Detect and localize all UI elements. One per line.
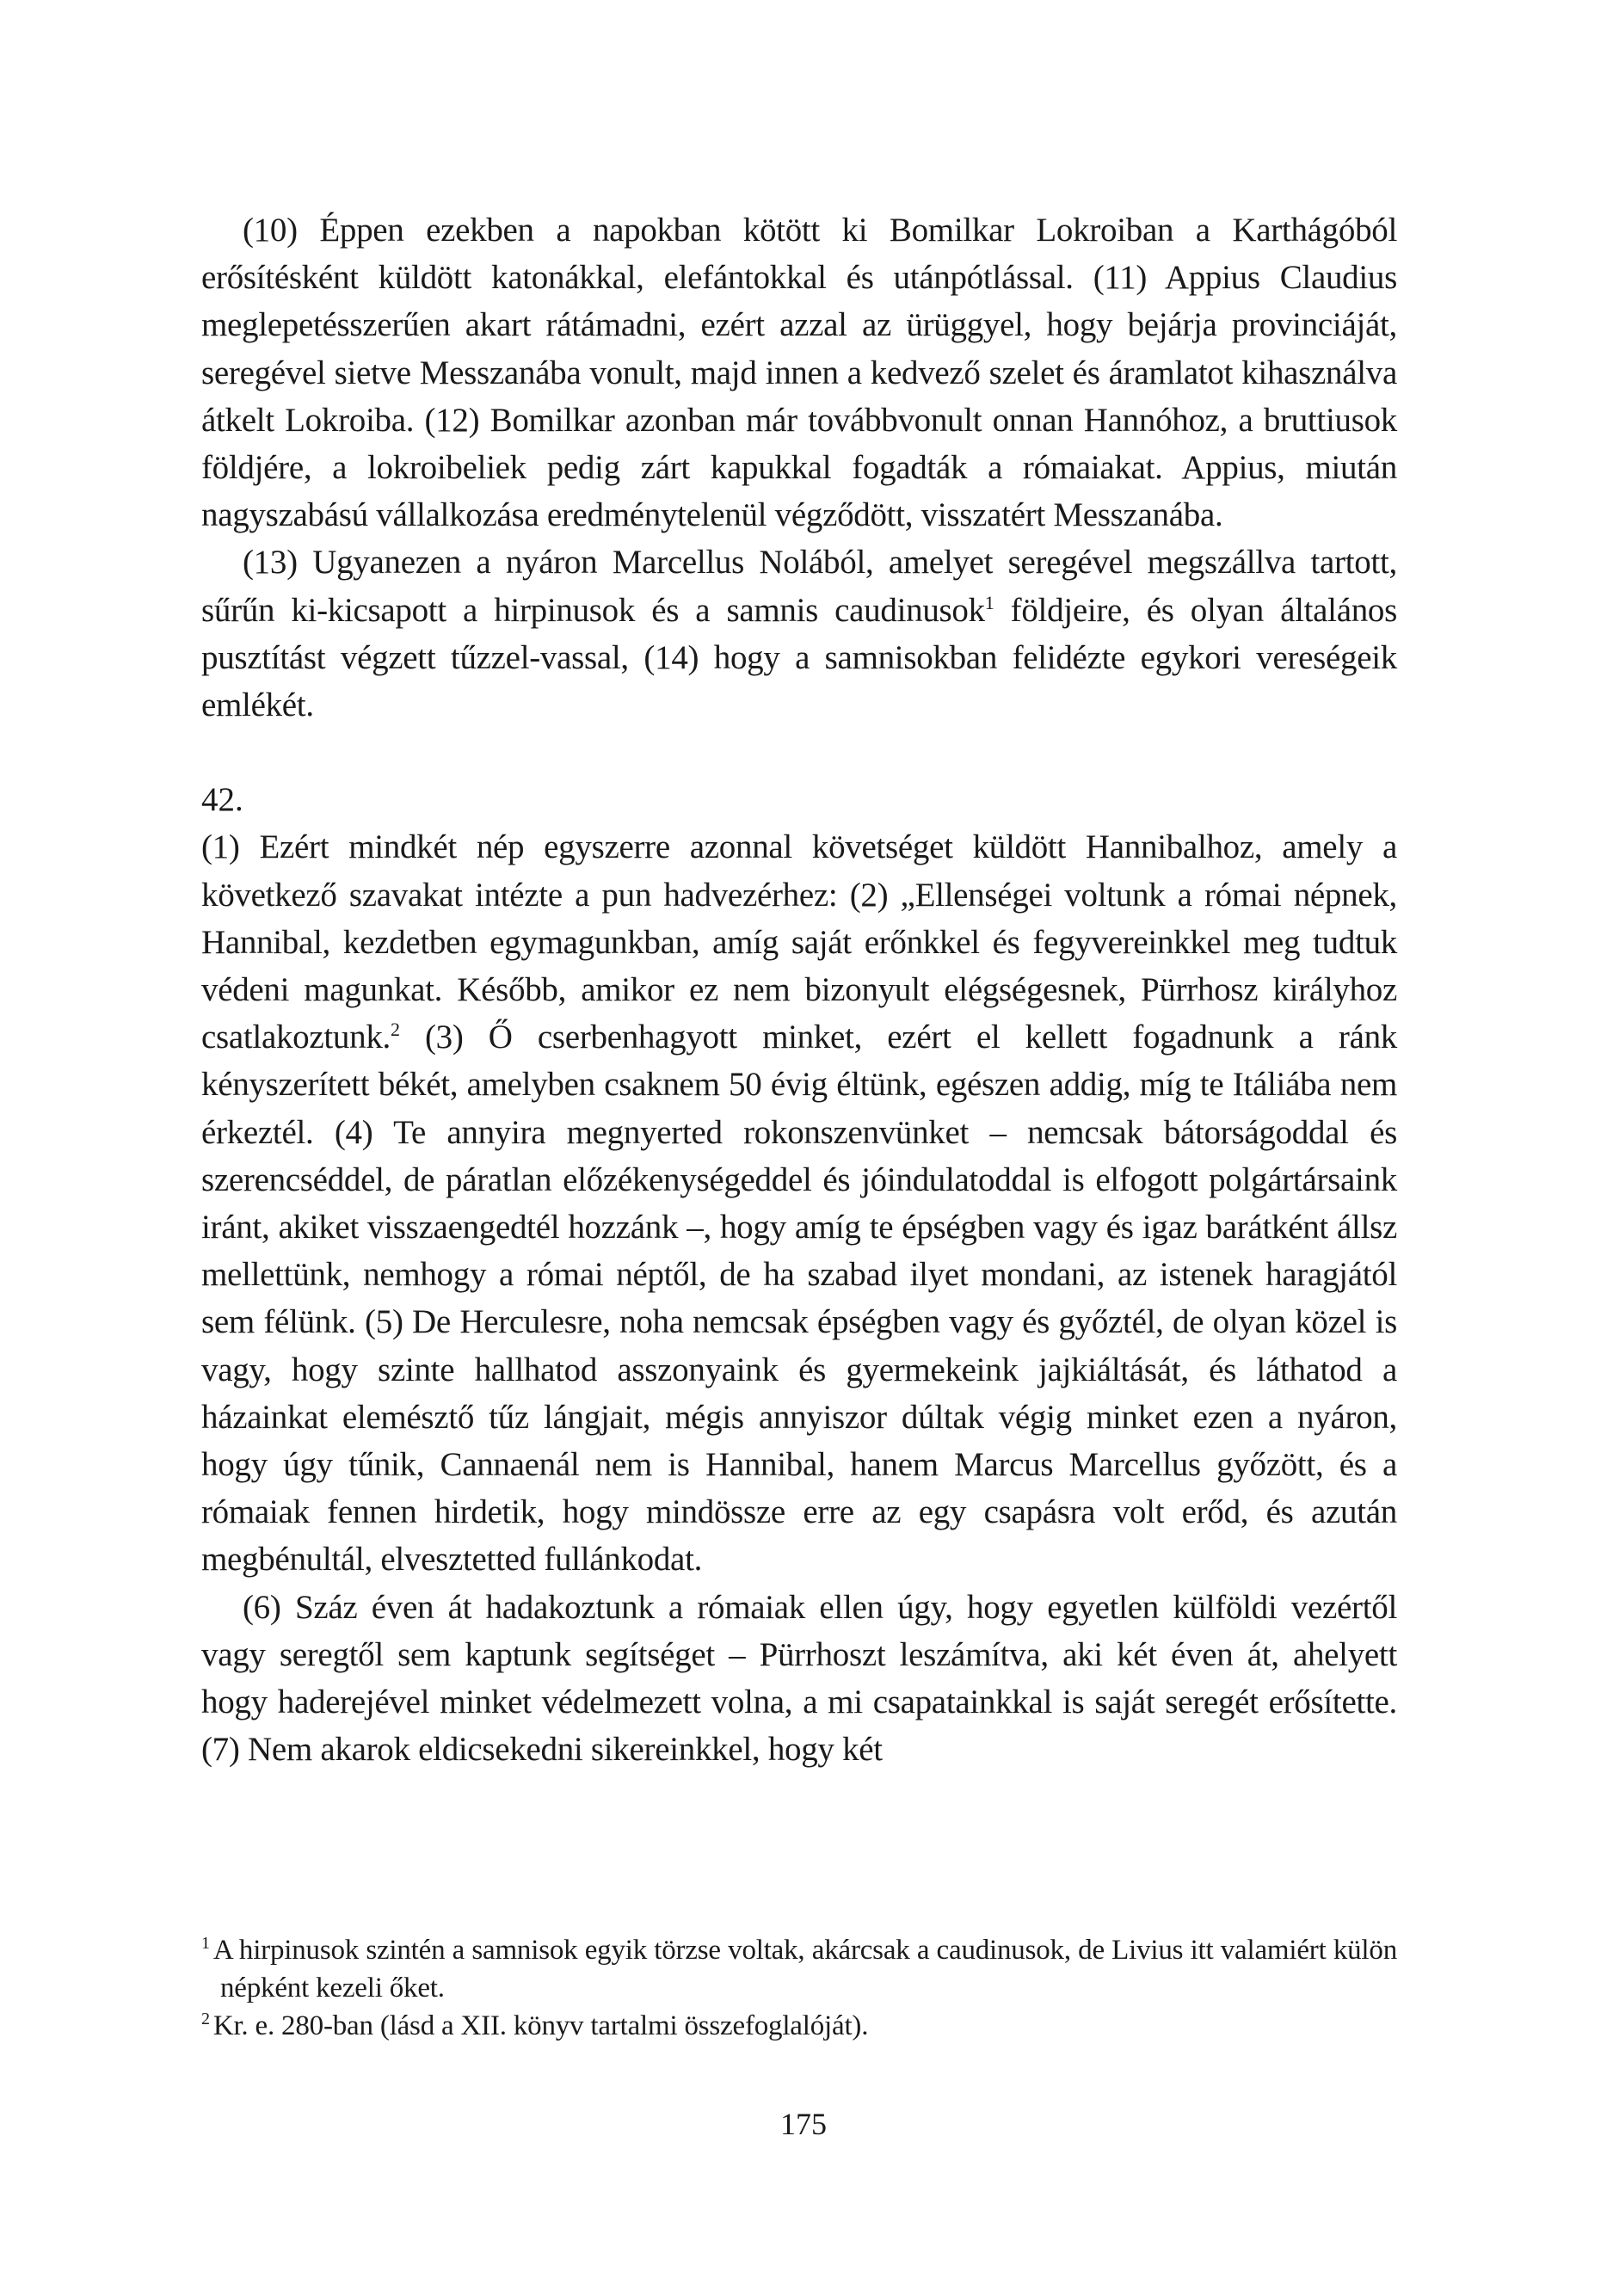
paragraph-text: (3) Ő cserbenhagyott minket, ezért el kellett fogadnunk a ránk kényszerített békét, amelyben csaknem 50 évig éltünk, egészen addig, míg te Itáliába nem érkeztél. (4) Te annyira megnyerted rokonszenvünket – nemcsak bátorságoddal és szerencséddel, de páratlan előzékenységeddel és jóindulatoddal is elfogott polgártársaink iránt, akiket visszaengedtél hozzánk –, hogy amíg te épségben vagy és igaz barátként állsz mellettünk, nemhogy a római néptől, de ha szabad ilyet mondani, az istenek haragjától sem félünk. (5) De Herculesre, noha nemcsak épségben vagy és győztél, de olyan közel is vagy, hogy szinte hallhatod asszonyaink és gyermekeink jajkiáltását, és láthatod a házainkat elemésztő tűz lángjait, mégis annyiszor dúltak végig minket ezen a nyáron, hogy úgy tűnik, Cannaenál nem is Hannibal, hanem Marcus Marcellus győzött, és a rómaiak fennen hirdetik, hogy mindössze erre az egy csapásra volt erőd, és azután megbénultál, elvesztetted fullánkodat.: [201, 1019, 1397, 1579]
section-number: 42.: [201, 781, 243, 819]
footnote-marker: 1: [201, 1934, 210, 1953]
footnote-text: Kr. e. 280-ban (lásd a XII. könyv tartalmi összefoglalóját).: [212, 2010, 869, 2041]
footnote-2: [201, 2007, 1397, 2045]
paragraph-text: (1) Ezért mindkét nép egyszerre azonnal követséget küldött Hannibalhoz, amely a következő szavakat intézte a pun hadvezérhez: (2) „Ellenségei voltunk a római népnek, Hannibal, kezdetben egymagunkban, amíg saját erőnkkel és fegyvereinkkel meg tudtuk védeni magunkat. Később, amikor ez nem bizonyult elégségesnek, Pürrhosz királyhoz csatlakoztunk.: [201, 828, 1397, 1056]
paragraph-1-5: [201, 823, 1397, 1583]
paragraph-text: földjeire, és olyan általános pusztítást végzett tűzzel-vassal, (14) hogy a samnisokban felidézte egykori vereségeik emlékét.: [201, 591, 1397, 724]
footnotes: [201, 1931, 1397, 2045]
paragraph-6-7: (6) Száz éven át hadakoztunk a rómaiak ellen úgy, hogy egyetlen külföldi vezértől vagy seregtől sem kaptunk segítséget – Pürrhoszt leszámítva, aki két éven át, ahelyett hogy haderejével minket védelmezett volna, a mi csapatainkkal is saját seregét erősítette. (7) Nem akarok eldicsekedni sikereinkkel, hogy két: [201, 1588, 1397, 1769]
page-number: 175: [780, 2107, 827, 2141]
footnote-text: A hirpinusok szintén a samnisok egyik törzse voltak, akárcsak a caudinusok, de Livius itt valamiért külön népként kezeli őket.: [212, 1935, 1397, 2004]
footnote-ref-2[interactable]: 2: [390, 1019, 400, 1041]
paragraph-13-14: [201, 539, 1397, 729]
paragraph-10-12: (10) Éppen ezekben a napokban kötött ki Bomilkar Lokroiban a Karthágóból erősítésként küldött katonákkal, elefántokkal és utánpótlással. (11) Appius Claudius meglepetésszerűen akart rátámadni, ezért azzal az ürüggyel, hogy bejárja provinciáját, seregével sietve Messzanába vonult, majd innen a kedvező szelet és áramlatot kihasználva átkelt Lokroiba. (12) Bomilkar azonban már továbbvonult onnan Hannóhoz, a bruttiusok földjére, a lokroibeliek pedig zárt kapukkal fogadták a rómaiakat. Appius, miután nagyszabású vállalkozása eredménytelenül végződött, visszatért Messzanába.: [201, 212, 1397, 534]
footnote-1: [201, 1931, 1397, 2007]
footnote-marker: 2: [201, 2010, 210, 2028]
footnote-ref-1[interactable]: 1: [984, 591, 994, 613]
paragraph-text: (13) Ugyanezen a nyáron Marcellus Nolából, amelyet seregével megszállva tartott, sűrűn ki-kicsapott a hirpinusok és a samnis caudinusok: [201, 544, 1397, 629]
page-body: [201, 206, 1397, 1774]
